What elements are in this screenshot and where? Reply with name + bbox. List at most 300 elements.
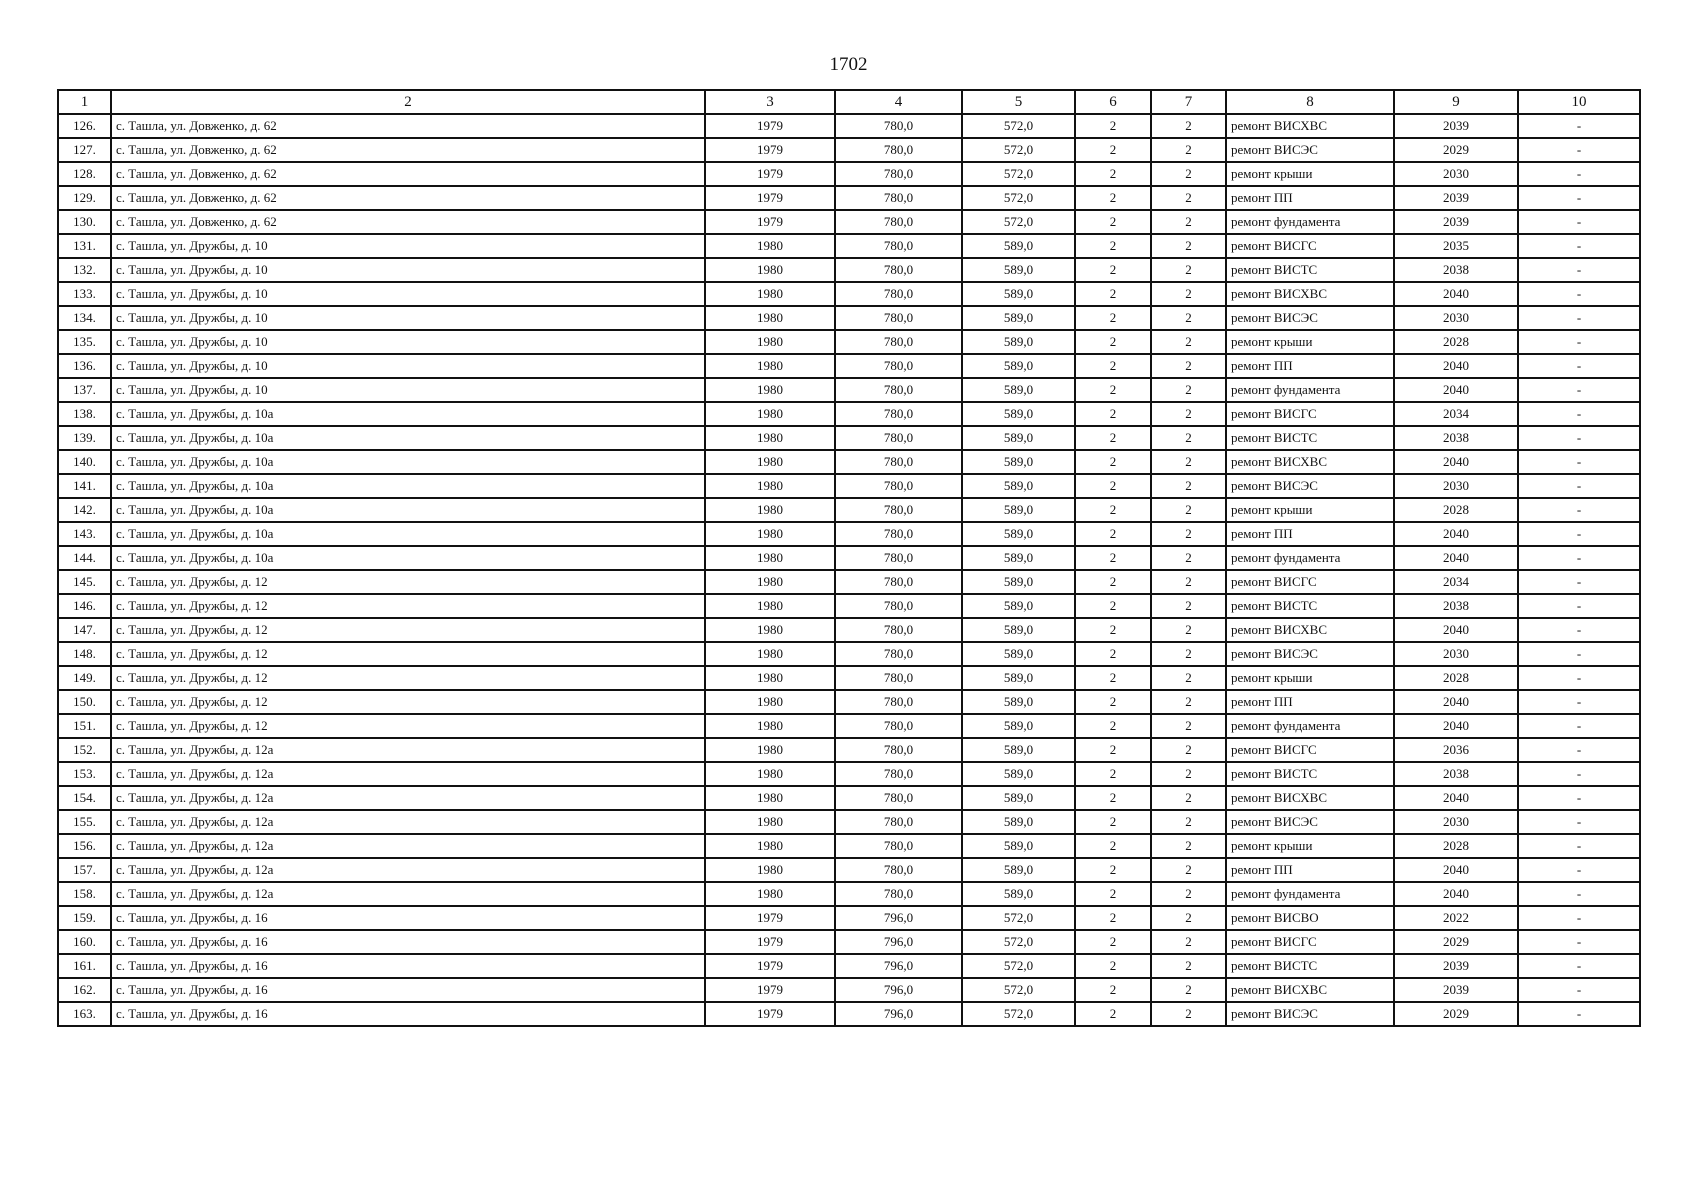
cell-floors: 2	[1075, 786, 1151, 810]
cell-floors: 2	[1075, 954, 1151, 978]
cell-year-built: 1980	[705, 522, 835, 546]
cell-planned-year: 2028	[1394, 666, 1518, 690]
cell-living-area: 572,0	[962, 114, 1075, 138]
table-row	[58, 642, 1640, 666]
cell-living-area: 572,0	[962, 906, 1075, 930]
cell-address: с. Ташла, ул. Дружбы, д. 16	[111, 906, 705, 930]
column-header-10: 10	[1518, 90, 1640, 114]
cell-entrances: 2	[1151, 258, 1226, 282]
cell-total-area: 780,0	[835, 570, 962, 594]
cell-floors: 2	[1075, 714, 1151, 738]
cell-row-number: 128.	[58, 162, 111, 186]
cell-repair-work-type: ремонт ВИСВО	[1226, 906, 1394, 930]
cell-floors: 2	[1075, 642, 1151, 666]
cell-planned-year: 2040	[1394, 354, 1518, 378]
cell-living-area: 589,0	[962, 762, 1075, 786]
cell-floors: 2	[1075, 858, 1151, 882]
cell-floors: 2	[1075, 354, 1151, 378]
cell-floors: 2	[1075, 594, 1151, 618]
cell-planned-year: 2039	[1394, 978, 1518, 1002]
cell-planned-year: 2039	[1394, 954, 1518, 978]
cell-planned-year: 2030	[1394, 642, 1518, 666]
cell-row-number: 132.	[58, 258, 111, 282]
cell-note: -	[1518, 282, 1640, 306]
cell-address: с. Ташла, ул. Дружбы, д. 12а	[111, 810, 705, 834]
cell-year-built: 1980	[705, 618, 835, 642]
cell-living-area: 572,0	[962, 930, 1075, 954]
cell-note: -	[1518, 906, 1640, 930]
cell-planned-year: 2038	[1394, 258, 1518, 282]
cell-living-area: 589,0	[962, 618, 1075, 642]
cell-planned-year: 2040	[1394, 450, 1518, 474]
cell-year-built: 1979	[705, 138, 835, 162]
cell-row-number: 127.	[58, 138, 111, 162]
cell-total-area: 780,0	[835, 378, 962, 402]
table-row	[58, 138, 1640, 162]
column-header-6: 6	[1075, 90, 1151, 114]
cell-year-built: 1980	[705, 690, 835, 714]
cell-living-area: 589,0	[962, 546, 1075, 570]
cell-address: с. Ташла, ул. Дружбы, д. 10	[111, 330, 705, 354]
cell-row-number: 155.	[58, 810, 111, 834]
cell-note: -	[1518, 642, 1640, 666]
cell-repair-work-type: ремонт ПП	[1226, 186, 1394, 210]
cell-entrances: 2	[1151, 186, 1226, 210]
cell-row-number: 129.	[58, 186, 111, 210]
table-row	[58, 162, 1640, 186]
cell-note: -	[1518, 594, 1640, 618]
cell-repair-work-type: ремонт фундамента	[1226, 378, 1394, 402]
cell-total-area: 780,0	[835, 498, 962, 522]
column-header-4: 4	[835, 90, 962, 114]
cell-year-built: 1980	[705, 474, 835, 498]
table-row	[58, 618, 1640, 642]
cell-repair-work-type: ремонт ВИСЭС	[1226, 642, 1394, 666]
cell-living-area: 589,0	[962, 570, 1075, 594]
cell-floors: 2	[1075, 258, 1151, 282]
cell-total-area: 780,0	[835, 354, 962, 378]
cell-note: -	[1518, 474, 1640, 498]
cell-entrances: 2	[1151, 378, 1226, 402]
cell-entrances: 2	[1151, 474, 1226, 498]
cell-entrances: 2	[1151, 738, 1226, 762]
cell-planned-year: 2040	[1394, 882, 1518, 906]
cell-floors: 2	[1075, 570, 1151, 594]
cell-floors: 2	[1075, 906, 1151, 930]
cell-row-number: 140.	[58, 450, 111, 474]
cell-address: с. Ташла, ул. Дружбы, д. 10	[111, 282, 705, 306]
cell-entrances: 2	[1151, 954, 1226, 978]
cell-address: с. Ташла, ул. Дружбы, д. 10а	[111, 450, 705, 474]
cell-floors: 2	[1075, 834, 1151, 858]
cell-repair-work-type: ремонт ВИСТС	[1226, 762, 1394, 786]
cell-repair-work-type: ремонт крыши	[1226, 834, 1394, 858]
cell-planned-year: 2040	[1394, 618, 1518, 642]
cell-note: -	[1518, 522, 1640, 546]
cell-entrances: 2	[1151, 810, 1226, 834]
cell-living-area: 589,0	[962, 714, 1075, 738]
cell-planned-year: 2040	[1394, 690, 1518, 714]
cell-row-number: 136.	[58, 354, 111, 378]
cell-year-built: 1979	[705, 1002, 835, 1026]
cell-year-built: 1980	[705, 330, 835, 354]
cell-living-area: 589,0	[962, 378, 1075, 402]
cell-entrances: 2	[1151, 498, 1226, 522]
cell-address: с. Ташла, ул. Дружбы, д. 12а	[111, 834, 705, 858]
cell-floors: 2	[1075, 450, 1151, 474]
table-row	[58, 354, 1640, 378]
cell-year-built: 1980	[705, 498, 835, 522]
cell-total-area: 796,0	[835, 906, 962, 930]
cell-entrances: 2	[1151, 450, 1226, 474]
cell-entrances: 2	[1151, 762, 1226, 786]
cell-year-built: 1979	[705, 162, 835, 186]
cell-living-area: 589,0	[962, 498, 1075, 522]
cell-year-built: 1980	[705, 666, 835, 690]
cell-repair-work-type: ремонт ПП	[1226, 522, 1394, 546]
cell-living-area: 572,0	[962, 162, 1075, 186]
cell-living-area: 589,0	[962, 642, 1075, 666]
column-header-3: 3	[705, 90, 835, 114]
cell-floors: 2	[1075, 234, 1151, 258]
cell-repair-work-type: ремонт ПП	[1226, 690, 1394, 714]
cell-address: с. Ташла, ул. Дружбы, д. 10а	[111, 522, 705, 546]
cell-planned-year: 2039	[1394, 186, 1518, 210]
cell-entrances: 2	[1151, 546, 1226, 570]
table-row	[58, 762, 1640, 786]
cell-floors: 2	[1075, 402, 1151, 426]
cell-living-area: 589,0	[962, 786, 1075, 810]
table-row	[58, 738, 1640, 762]
cell-living-area: 589,0	[962, 426, 1075, 450]
cell-repair-work-type: ремонт ПП	[1226, 858, 1394, 882]
table-row	[58, 570, 1640, 594]
cell-year-built: 1980	[705, 738, 835, 762]
table-row	[58, 978, 1640, 1002]
cell-entrances: 2	[1151, 570, 1226, 594]
table-body	[58, 114, 1640, 1026]
cell-note: -	[1518, 858, 1640, 882]
cell-floors: 2	[1075, 378, 1151, 402]
cell-total-area: 780,0	[835, 282, 962, 306]
cell-planned-year: 2040	[1394, 378, 1518, 402]
cell-repair-work-type: ремонт ВИСХВС	[1226, 786, 1394, 810]
cell-note: -	[1518, 402, 1640, 426]
cell-note: -	[1518, 738, 1640, 762]
cell-floors: 2	[1075, 162, 1151, 186]
cell-total-area: 780,0	[835, 186, 962, 210]
cell-total-area: 780,0	[835, 858, 962, 882]
table-row	[58, 282, 1640, 306]
column-header-5: 5	[962, 90, 1075, 114]
cell-planned-year: 2038	[1394, 426, 1518, 450]
cell-planned-year: 2039	[1394, 114, 1518, 138]
cell-year-built: 1980	[705, 378, 835, 402]
table-row	[58, 858, 1640, 882]
cell-row-number: 161.	[58, 954, 111, 978]
cell-repair-work-type: ремонт фундамента	[1226, 546, 1394, 570]
cell-repair-work-type: ремонт ВИСХВС	[1226, 450, 1394, 474]
cell-floors: 2	[1075, 474, 1151, 498]
cell-repair-work-type: ремонт ВИСТС	[1226, 954, 1394, 978]
cell-address: с. Ташла, ул. Дружбы, д. 12	[111, 714, 705, 738]
cell-total-area: 780,0	[835, 522, 962, 546]
cell-year-built: 1979	[705, 210, 835, 234]
cell-living-area: 589,0	[962, 738, 1075, 762]
cell-entrances: 2	[1151, 162, 1226, 186]
cell-year-built: 1980	[705, 354, 835, 378]
cell-entrances: 2	[1151, 282, 1226, 306]
cell-year-built: 1980	[705, 570, 835, 594]
cell-row-number: 156.	[58, 834, 111, 858]
cell-address: с. Ташла, ул. Дружбы, д. 12а	[111, 882, 705, 906]
cell-year-built: 1979	[705, 186, 835, 210]
cell-year-built: 1980	[705, 810, 835, 834]
cell-living-area: 589,0	[962, 522, 1075, 546]
cell-year-built: 1979	[705, 906, 835, 930]
cell-entrances: 2	[1151, 330, 1226, 354]
cell-planned-year: 2039	[1394, 210, 1518, 234]
cell-planned-year: 2040	[1394, 282, 1518, 306]
cell-planned-year: 2029	[1394, 930, 1518, 954]
cell-floors: 2	[1075, 666, 1151, 690]
cell-living-area: 589,0	[962, 810, 1075, 834]
cell-year-built: 1980	[705, 882, 835, 906]
table-row	[58, 498, 1640, 522]
cell-row-number: 162.	[58, 978, 111, 1002]
cell-living-area: 589,0	[962, 282, 1075, 306]
cell-row-number: 158.	[58, 882, 111, 906]
cell-repair-work-type: ремонт ВИСХВС	[1226, 282, 1394, 306]
cell-note: -	[1518, 258, 1640, 282]
cell-address: с. Ташла, ул. Дружбы, д. 10	[111, 234, 705, 258]
cell-row-number: 151.	[58, 714, 111, 738]
cell-address: с. Ташла, ул. Дружбы, д. 12	[111, 570, 705, 594]
cell-planned-year: 2030	[1394, 474, 1518, 498]
cell-row-number: 157.	[58, 858, 111, 882]
table-row	[58, 810, 1640, 834]
table-row	[58, 690, 1640, 714]
cell-living-area: 589,0	[962, 882, 1075, 906]
cell-total-area: 780,0	[835, 162, 962, 186]
cell-row-number: 159.	[58, 906, 111, 930]
cell-repair-work-type: ремонт ВИСХВС	[1226, 978, 1394, 1002]
cell-planned-year: 2030	[1394, 162, 1518, 186]
table-row	[58, 426, 1640, 450]
cell-entrances: 2	[1151, 594, 1226, 618]
column-header-7: 7	[1151, 90, 1226, 114]
cell-repair-work-type: ремонт ВИСГС	[1226, 930, 1394, 954]
cell-living-area: 589,0	[962, 354, 1075, 378]
cell-note: -	[1518, 210, 1640, 234]
cell-entrances: 2	[1151, 210, 1226, 234]
cell-floors: 2	[1075, 810, 1151, 834]
cell-row-number: 134.	[58, 306, 111, 330]
cell-row-number: 137.	[58, 378, 111, 402]
cell-entrances: 2	[1151, 618, 1226, 642]
cell-living-area: 589,0	[962, 306, 1075, 330]
table-row	[58, 786, 1640, 810]
cell-entrances: 2	[1151, 882, 1226, 906]
cell-row-number: 139.	[58, 426, 111, 450]
cell-entrances: 2	[1151, 426, 1226, 450]
cell-total-area: 796,0	[835, 954, 962, 978]
cell-row-number: 131.	[58, 234, 111, 258]
cell-entrances: 2	[1151, 714, 1226, 738]
cell-floors: 2	[1075, 498, 1151, 522]
cell-note: -	[1518, 618, 1640, 642]
cell-row-number: 152.	[58, 738, 111, 762]
cell-living-area: 589,0	[962, 594, 1075, 618]
cell-year-built: 1979	[705, 114, 835, 138]
cell-total-area: 780,0	[835, 210, 962, 234]
table-row	[58, 234, 1640, 258]
cell-year-built: 1980	[705, 642, 835, 666]
cell-repair-work-type: ремонт крыши	[1226, 666, 1394, 690]
cell-row-number: 147.	[58, 618, 111, 642]
cell-note: -	[1518, 834, 1640, 858]
cell-year-built: 1980	[705, 714, 835, 738]
cell-living-area: 589,0	[962, 666, 1075, 690]
cell-floors: 2	[1075, 762, 1151, 786]
cell-repair-work-type: ремонт ВИСЭС	[1226, 138, 1394, 162]
cell-floors: 2	[1075, 930, 1151, 954]
cell-living-area: 589,0	[962, 402, 1075, 426]
table-row	[58, 834, 1640, 858]
table-row	[58, 882, 1640, 906]
cell-year-built: 1980	[705, 834, 835, 858]
cell-row-number: 138.	[58, 402, 111, 426]
cell-repair-work-type: ремонт ВИСЭС	[1226, 474, 1394, 498]
table-row	[58, 114, 1640, 138]
cell-address: с. Ташла, ул. Дружбы, д. 12а	[111, 858, 705, 882]
table-row	[58, 714, 1640, 738]
table-row	[58, 450, 1640, 474]
cell-repair-work-type: ремонт крыши	[1226, 162, 1394, 186]
cell-total-area: 780,0	[835, 330, 962, 354]
cell-address: с. Ташла, ул. Дружбы, д. 10	[111, 306, 705, 330]
cell-planned-year: 2030	[1394, 306, 1518, 330]
cell-address: с. Ташла, ул. Дружбы, д. 12	[111, 642, 705, 666]
cell-year-built: 1980	[705, 306, 835, 330]
cell-note: -	[1518, 498, 1640, 522]
cell-floors: 2	[1075, 114, 1151, 138]
cell-row-number: 133.	[58, 282, 111, 306]
cell-total-area: 796,0	[835, 930, 962, 954]
cell-row-number: 148.	[58, 642, 111, 666]
cell-address: с. Ташла, ул. Довженко, д. 62	[111, 138, 705, 162]
cell-address: с. Ташла, ул. Дружбы, д. 10а	[111, 498, 705, 522]
cell-note: -	[1518, 786, 1640, 810]
cell-address: с. Ташла, ул. Довженко, д. 62	[111, 114, 705, 138]
cell-year-built: 1980	[705, 234, 835, 258]
cell-entrances: 2	[1151, 642, 1226, 666]
table-row	[58, 258, 1640, 282]
cell-entrances: 2	[1151, 930, 1226, 954]
cell-total-area: 780,0	[835, 306, 962, 330]
cell-address: с. Ташла, ул. Дружбы, д. 10	[111, 354, 705, 378]
cell-total-area: 780,0	[835, 426, 962, 450]
cell-address: с. Ташла, ул. Дружбы, д. 16	[111, 978, 705, 1002]
cell-total-area: 796,0	[835, 1002, 962, 1026]
cell-total-area: 780,0	[835, 690, 962, 714]
table-row	[58, 930, 1640, 954]
cell-address: с. Ташла, ул. Довженко, д. 62	[111, 186, 705, 210]
cell-note: -	[1518, 450, 1640, 474]
cell-planned-year: 2040	[1394, 858, 1518, 882]
cell-repair-work-type: ремонт ВИСХВС	[1226, 618, 1394, 642]
cell-year-built: 1980	[705, 762, 835, 786]
cell-entrances: 2	[1151, 234, 1226, 258]
cell-note: -	[1518, 306, 1640, 330]
cell-total-area: 780,0	[835, 258, 962, 282]
cell-row-number: 150.	[58, 690, 111, 714]
cell-row-number: 149.	[58, 666, 111, 690]
cell-entrances: 2	[1151, 402, 1226, 426]
column-header-1: 1	[58, 90, 111, 114]
cell-entrances: 2	[1151, 834, 1226, 858]
cell-living-area: 589,0	[962, 474, 1075, 498]
cell-living-area: 589,0	[962, 690, 1075, 714]
cell-total-area: 780,0	[835, 594, 962, 618]
cell-row-number: 135.	[58, 330, 111, 354]
cell-year-built: 1980	[705, 258, 835, 282]
cell-floors: 2	[1075, 138, 1151, 162]
cell-address: с. Ташла, ул. Дружбы, д. 12	[111, 666, 705, 690]
cell-address: с. Ташла, ул. Дружбы, д. 10а	[111, 474, 705, 498]
cell-address: с. Ташла, ул. Дружбы, д. 12а	[111, 786, 705, 810]
cell-repair-work-type: ремонт ВИСГС	[1226, 402, 1394, 426]
cell-row-number: 143.	[58, 522, 111, 546]
cell-floors: 2	[1075, 330, 1151, 354]
cell-note: -	[1518, 978, 1640, 1002]
cell-row-number: 160.	[58, 930, 111, 954]
cell-floors: 2	[1075, 1002, 1151, 1026]
cell-planned-year: 2035	[1394, 234, 1518, 258]
cell-note: -	[1518, 426, 1640, 450]
cell-row-number: 153.	[58, 762, 111, 786]
cell-planned-year: 2040	[1394, 522, 1518, 546]
cell-note: -	[1518, 354, 1640, 378]
table-row	[58, 186, 1640, 210]
cell-entrances: 2	[1151, 138, 1226, 162]
cell-total-area: 780,0	[835, 474, 962, 498]
cell-living-area: 589,0	[962, 330, 1075, 354]
table-header-row	[58, 90, 1640, 114]
cell-living-area: 589,0	[962, 450, 1075, 474]
table-row	[58, 954, 1640, 978]
cell-total-area: 780,0	[835, 114, 962, 138]
cell-note: -	[1518, 138, 1640, 162]
cell-total-area: 780,0	[835, 138, 962, 162]
table-row	[58, 330, 1640, 354]
cell-address: с. Ташла, ул. Дружбы, д. 12	[111, 690, 705, 714]
cell-address: с. Ташла, ул. Довженко, д. 62	[111, 162, 705, 186]
cell-note: -	[1518, 114, 1640, 138]
cell-year-built: 1980	[705, 546, 835, 570]
cell-year-built: 1979	[705, 930, 835, 954]
cell-floors: 2	[1075, 210, 1151, 234]
cell-repair-work-type: ремонт ВИСГС	[1226, 570, 1394, 594]
cell-living-area: 572,0	[962, 1002, 1075, 1026]
cell-planned-year: 2034	[1394, 570, 1518, 594]
cell-row-number: 126.	[58, 114, 111, 138]
cell-planned-year: 2040	[1394, 546, 1518, 570]
column-header-9: 9	[1394, 90, 1518, 114]
cell-planned-year: 2030	[1394, 810, 1518, 834]
cell-note: -	[1518, 234, 1640, 258]
table-row	[58, 474, 1640, 498]
